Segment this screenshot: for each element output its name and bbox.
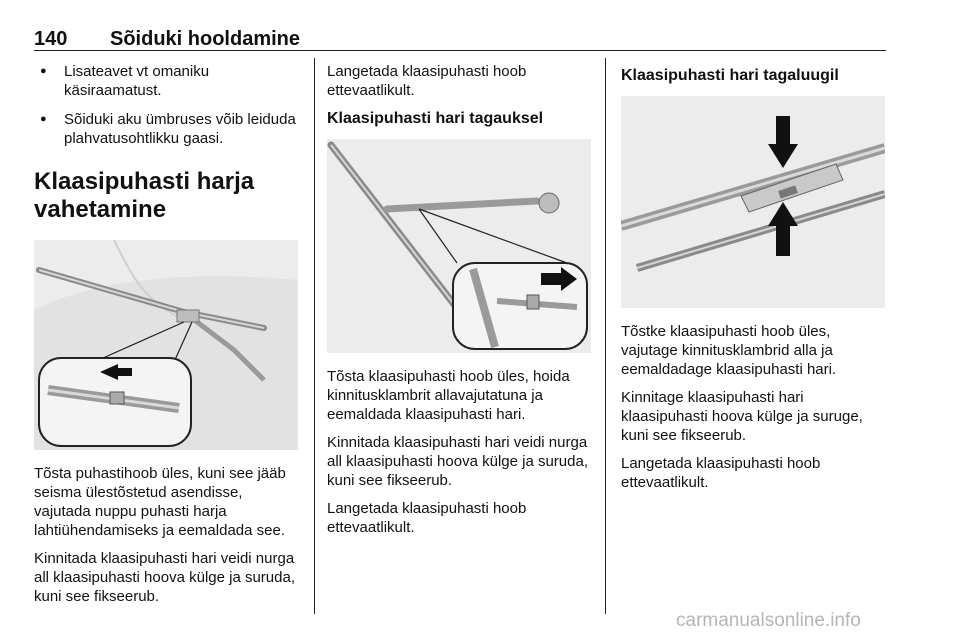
page-number: 140 [34,28,68,50]
bullet-item: ● Lisateavet vt omaniku käsiraamatust. [34,62,302,100]
wiper-tailgate-illustration [621,96,885,308]
watermark: carmanualsonline.info [676,610,861,631]
column-2 [327,62,595,546]
paragraph: Tõsta klaasipuhasti hoob üles, hoida kinnitusklambrit allavajutatuna ja eemaldada klaasipuhasti hari. [327,368,570,423]
section-heading: Klaasipuhasti hari tagauksel [327,110,544,127]
header-divider [34,50,886,51]
paragraph: Langetada klaasipuhasti hoob ettevaatlikult. [621,455,821,491]
column-3 [621,62,887,501]
column-1 [34,62,302,615]
paragraph: Langetada klaasipuhasti hoob ettevaatlikult. [327,500,527,536]
bullet-item: ● Sõiduki aku ümbruses võib leiduda plahvatusohtlikku gaasi. [34,110,302,148]
section-heading: Klaasipuhasti hari tagaluugil [621,67,839,84]
paragraph: Langetada klaasipuhasti hoob ettevaatlikult. [327,63,527,99]
column-divider-2 [605,58,606,614]
bullet-list [34,62,302,148]
paragraph: Kinnitada klaasipuhasti hari veidi nurga all klaasipuhasti hoova külge ja suruda, kuni see fikseerub. [327,434,588,489]
wiper-rear-door-illustration [327,139,591,353]
page-header [34,28,886,52]
section-heading: Klaasipuhasti harja vahetamine [34,168,255,223]
wiper-windshield-illustration [34,240,298,450]
paragraph: Kinnitage klaasipuhasti hari klaasipuhasti hoova külge ja suruge, kuni see fikseerub. [621,389,863,444]
paragraph: Tõsta puhastihoob üles, kuni see jääb seisma ülestõstetud asendisse, vajutada nuppu puhasti harja lahtiühendamiseks ja eemaldada see. [34,465,286,539]
column-divider-1 [314,58,315,614]
paragraph: Kinnitada klaasipuhasti hari veidi nurga all klaasipuhasti hoova külge ja suruda, kuni see fikseerub. [34,550,295,605]
chapter-title: Sõiduki hooldamine [110,28,301,50]
paragraph: Tõstke klaasipuhasti hoob üles, vajutage kinnitusklambrid alla ja eemaldadage klaasipuhasti hari. [621,323,837,378]
